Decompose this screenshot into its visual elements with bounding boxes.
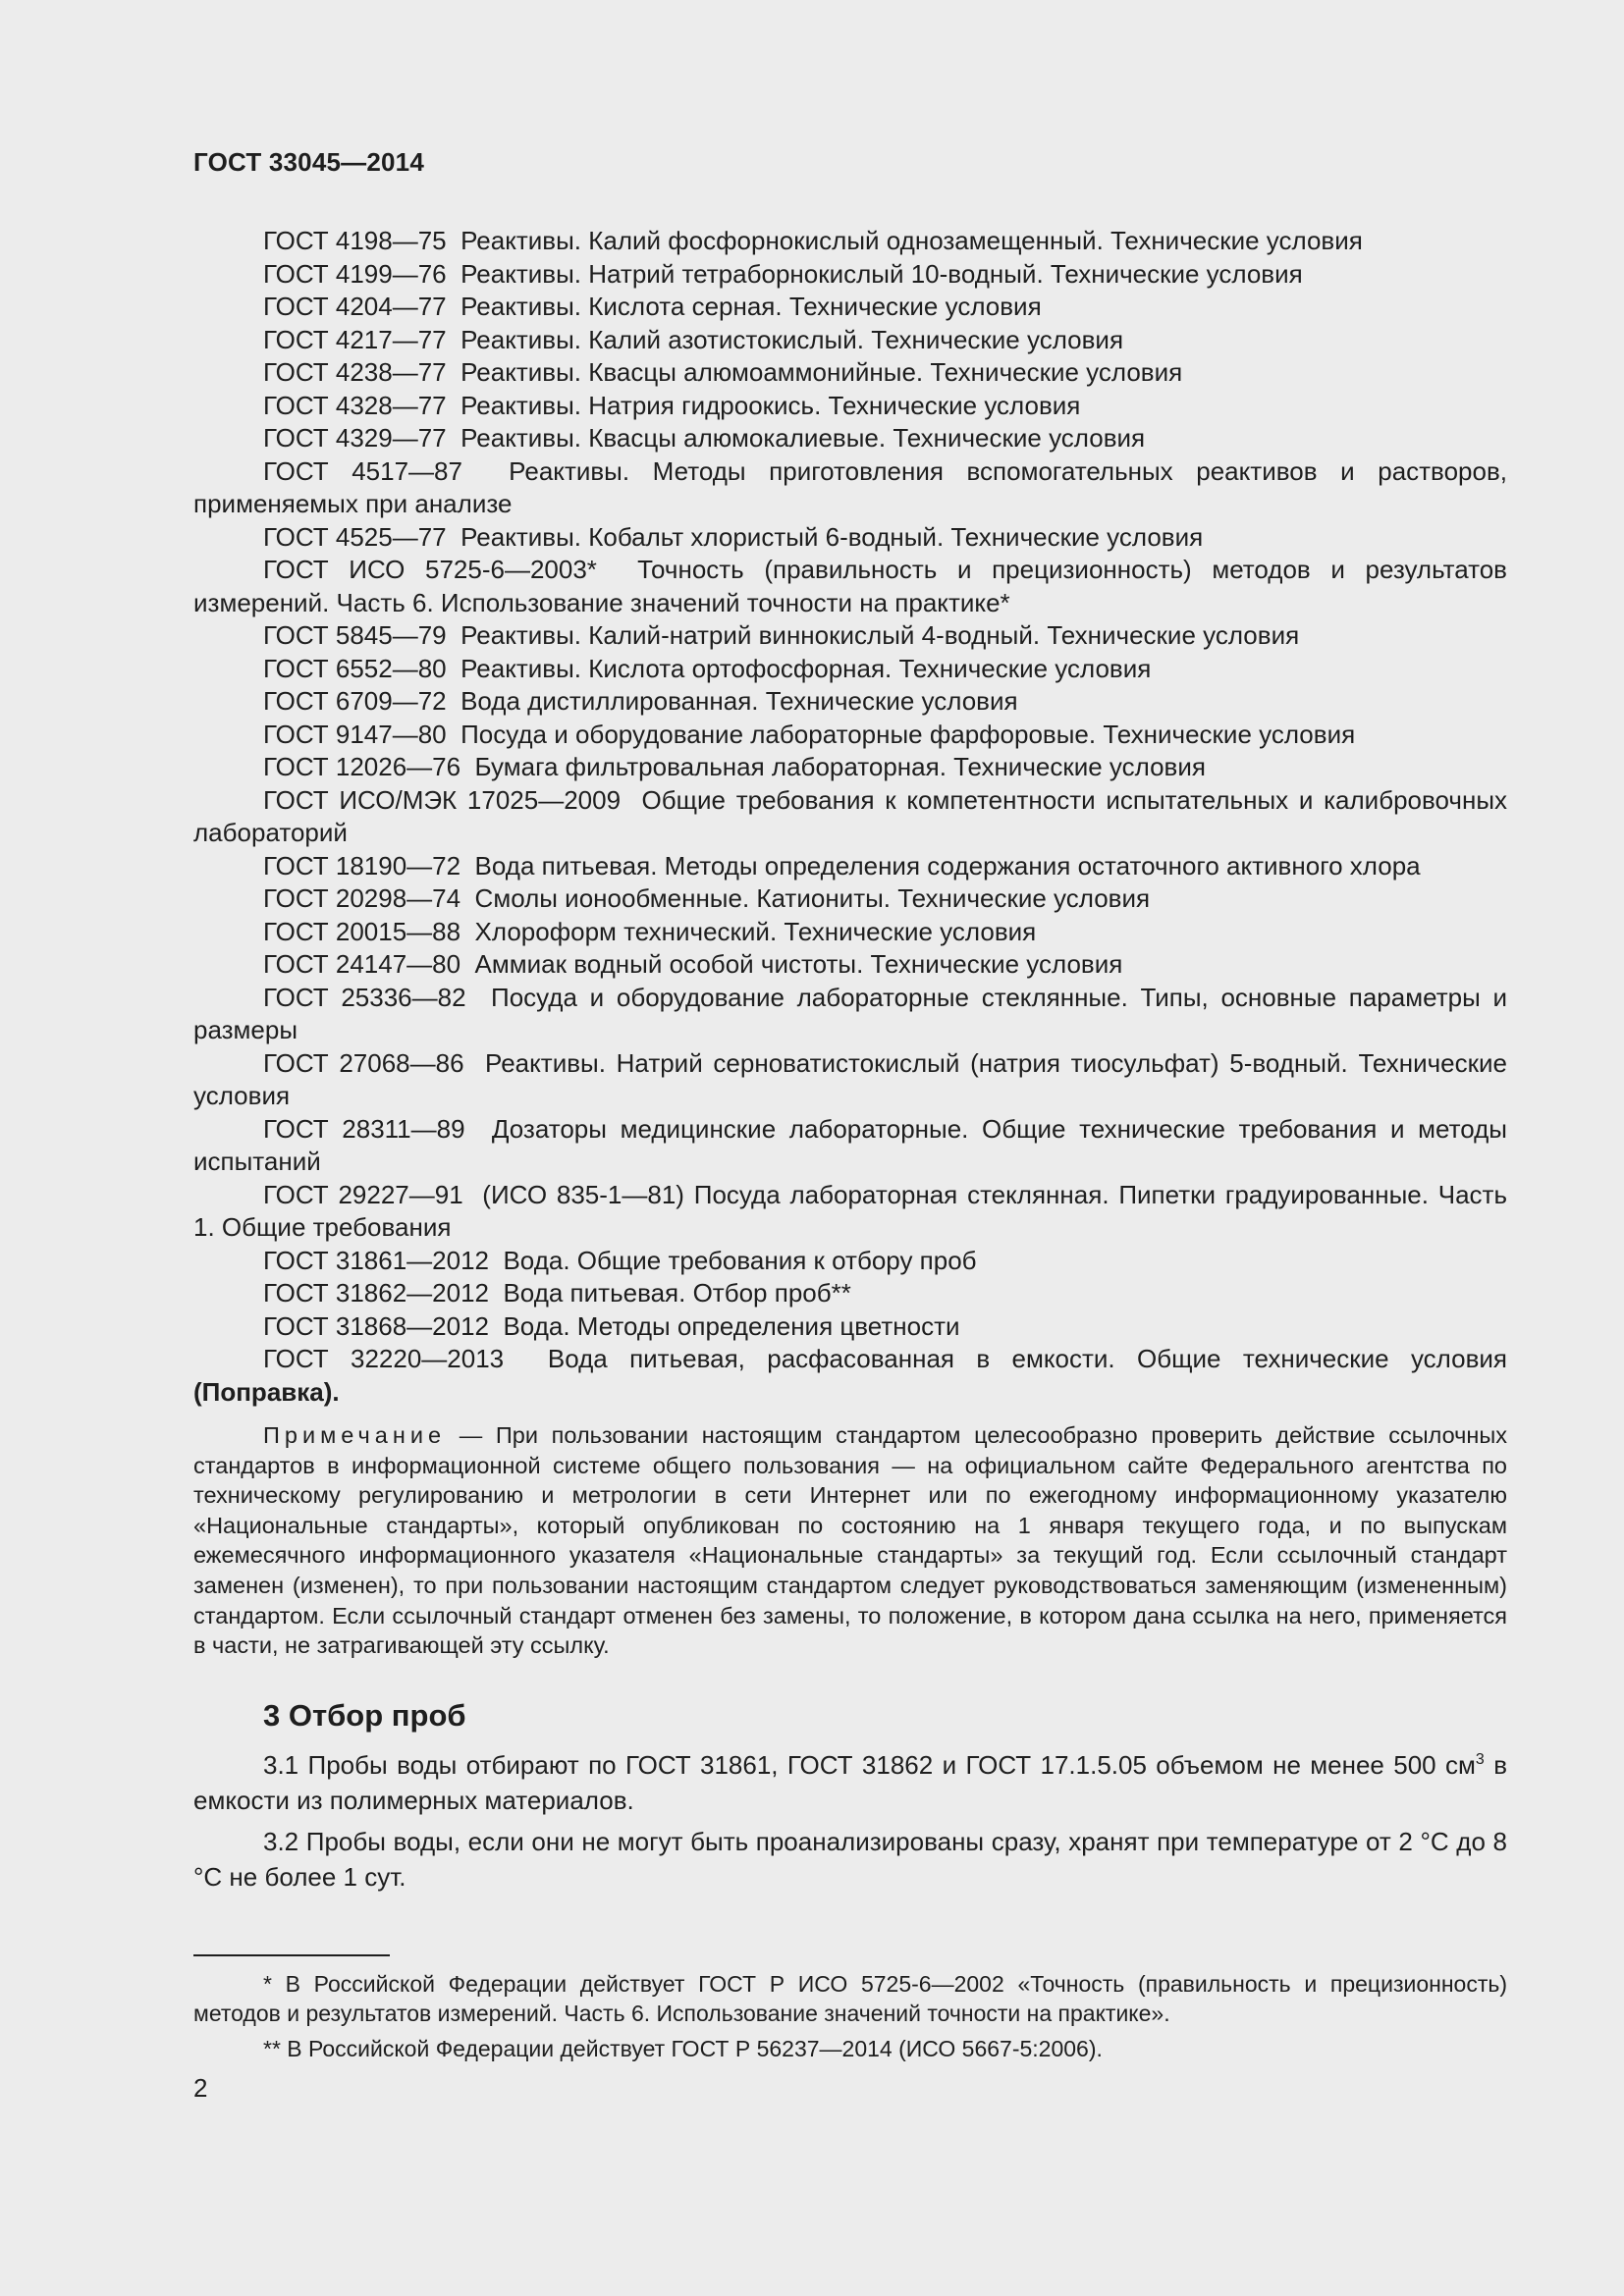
reference-title: Вода. Методы определения цветности — [503, 1310, 960, 1341]
page-number: 2 — [193, 2073, 208, 2103]
reference-title: Реактивы. Калий фосфорнокислый однозамещенный. Технические условия — [460, 226, 1363, 255]
reference-code: ГОСТ 31868—2012 — [263, 1310, 490, 1341]
reference-item — [193, 1310, 1507, 1344]
reference-code: ГОСТ 29227—91 — [263, 1179, 463, 1209]
note-label: Примечание — [263, 1422, 447, 1448]
page-header: ГОСТ 33045—2014 — [193, 147, 424, 177]
reference-title: Реактивы. Кобальт хлористый 6-водный. Технические условия — [460, 521, 1204, 552]
reference-title: Бумага фильтровальная лабораторная. Технические условия — [474, 752, 1206, 781]
reference-item — [193, 422, 1507, 455]
reference-title: Реактивы. Кислота серная. Технические условия — [460, 292, 1042, 321]
reference-code: ГОСТ 18190—72 — [263, 850, 461, 881]
reference-item — [193, 982, 1507, 1047]
reference-code: ГОСТ ИСО/МЭК 17025—2009 — [263, 784, 622, 815]
reference-title: Реактивы. Методы приготовления вспомогательных реактивов и растворов, применяемых при анализе — [193, 455, 1507, 518]
reference-title: Вода. Общие требования к отбору проб — [503, 1245, 977, 1275]
reference-item — [193, 455, 1507, 521]
reference-title: Реактивы. Кислота ортофосфорная. Технические условия — [460, 653, 1152, 683]
reference-item — [193, 653, 1507, 686]
reference-code: ГОСТ 20298—74 — [263, 883, 461, 913]
reference-code: ГОСТ 6552—80 — [263, 653, 447, 683]
reference-code: ГОСТ 6709—72 — [263, 686, 447, 716]
reference-amendment: (Поправка). — [193, 1376, 340, 1407]
note-text: — При пользовании настоящим стандартом целесообразно проверить действие ссылочных стандартов в информационной системе общего пользования — на официальном сайте Федерального агентства по техническому регулированию и метрологии в сети Интернет или по ежегодному информационному указателю «Национальные стандарты», который опубликован по состоянию на 1 января текущего года, и по выпускам ежемесячного информационного указателя «Национальные стандарты» за текущий год. Если ссылочный стандарт заменен (изменен), то при пользовании настоящим стандартом следует руководствоваться заменяющим (измененным) стандартом. Если ссылочный стандарт отменен без замены, то положение, в котором дана ссылка на него, применяется в части, не затрагивающей эту ссылку. — [193, 1422, 1507, 1659]
document-body — [193, 225, 1507, 1895]
footnote: ** В Российской Федерации действует ГОСТ Р 56237—2014 (ИСО 5667-5:2006). — [263, 2036, 1103, 2061]
reference-title: Реактивы. Натрия гидроокись. Технические условия — [460, 390, 1081, 420]
reference-code: ГОСТ ИСО 5725-6—2003* — [263, 555, 597, 584]
reference-code: ГОСТ 24147—80 — [263, 949, 461, 979]
paragraph-3-1 — [193, 1747, 1507, 1818]
reference-item — [193, 751, 1507, 784]
reference-item — [193, 1113, 1507, 1179]
reference-title: Вода дистиллированная. Технические условия — [460, 686, 1018, 716]
reference-title: Общие требования к компетентности испытательных и калибровочных лабораторий — [193, 784, 1508, 847]
reference-item — [193, 356, 1507, 390]
superscript: 3 — [1475, 1750, 1485, 1768]
reference-code: ГОСТ 9147—80 — [263, 719, 447, 749]
reference-title: Вода питьевая, расфасованная в емкости. Общие технические условия — [547, 1344, 1507, 1373]
reference-item — [193, 685, 1507, 719]
reference-item — [193, 719, 1507, 752]
reference-item — [193, 258, 1507, 292]
footnote-separator — [193, 1954, 390, 1956]
reference-title: Реактивы. Натрий серноватистокислый (натрия тиосульфат) 5-водный. Технические условия — [193, 1047, 1508, 1110]
reference-title: Хлороформ технический. Технические условия — [474, 916, 1037, 946]
reference-code: ГОСТ 5845—79 — [263, 620, 447, 650]
reference-title: Реактивы. Калий азотистокислый. Технические условия — [460, 324, 1124, 354]
reference-code: ГОСТ 4238—77 — [263, 357, 447, 387]
paragraph-3-2: 3.2 Пробы воды, если они не могут быть проанализированы сразу, хранят при температуре от 2 °С до 8 °С не более 1 сут. — [193, 1826, 1507, 1892]
reference-title: Аммиак водный особой чистоты. Технические условия — [474, 949, 1123, 979]
reference-title: Реактивы. Натрий тетраборнокислый 10-водный. Технические условия — [460, 258, 1303, 289]
reference-item — [193, 390, 1507, 423]
reference-title: Смолы ионообменные. Катиониты. Технические условия — [474, 883, 1151, 913]
section-title: 3 Отбор проб — [263, 1697, 466, 1733]
reference-code: ГОСТ 25336—82 — [263, 982, 466, 1012]
reference-title: Дозаторы медицинские лабораторные. Общие технические требования и методы испытаний — [193, 1113, 1507, 1176]
reference-title: (ИСО 835-1—81) Посуда лабораторная стеклянная. Пипетки градуированные. Часть 1. Общие требования — [193, 1179, 1507, 1242]
reference-item — [193, 1343, 1507, 1409]
reference-item — [193, 619, 1507, 653]
reference-code: ГОСТ 4217—77 — [263, 324, 447, 354]
reference-code: ГОСТ 31862—2012 — [263, 1278, 490, 1308]
reference-title: Реактивы. Квасцы алюмоаммонийные. Технические условия — [460, 357, 1183, 387]
reference-title: Посуда и оборудование лабораторные фарфоровые. Технические условия — [460, 719, 1356, 749]
footnotes — [193, 1969, 1507, 2069]
reference-code: ГОСТ 31861—2012 — [263, 1245, 490, 1275]
note-paragraph — [193, 1420, 1507, 1661]
footnote: * В Российской Федерации действует ГОСТ Р ИСО 5725-6—2002 «Точность (правильность и прецизионность) методов и результатов измерений. Часть 6. Использование значений точности на практике». — [193, 1971, 1507, 2026]
reference-code: ГОСТ 4198—75 — [263, 226, 447, 255]
reference-item — [193, 324, 1507, 357]
reference-code: ГОСТ 4199—76 — [263, 258, 447, 289]
reference-title: Вода питьевая. Методы определения содержания остаточного активного хлора — [474, 850, 1421, 881]
reference-title: Вода питьевая. Отбор проб** — [503, 1278, 851, 1308]
reference-code: ГОСТ 32220—2013 — [263, 1344, 505, 1373]
reference-item — [193, 1179, 1507, 1245]
reference-item — [193, 784, 1507, 850]
reference-code: ГОСТ 27068—86 — [263, 1047, 464, 1078]
reference-title: Точность (правильность и прецизионность) методов и результатов измерений. Часть 6. Использование значений точности на практике* — [193, 555, 1507, 617]
reference-title: Посуда и оборудование лабораторные стеклянные. Типы, основные параметры и размеры — [193, 982, 1507, 1044]
reference-item — [193, 1047, 1507, 1113]
reference-item — [193, 850, 1507, 883]
reference-item — [193, 554, 1507, 619]
references-list — [193, 225, 1507, 1409]
reference-code: ГОСТ 4525—77 — [263, 521, 447, 552]
reference-item — [193, 225, 1507, 258]
reference-item — [193, 882, 1507, 916]
reference-code: ГОСТ 28311—89 — [263, 1113, 465, 1144]
reference-item — [193, 1277, 1507, 1310]
reference-code: ГОСТ 4517—87 — [263, 455, 462, 486]
paragraph-3-1-text: 3.1 Пробы воды отбирают по ГОСТ 31861, ГОСТ 31862 и ГОСТ 17.1.5.05 объемом не менее 500 см — [263, 1749, 1476, 1780]
reference-code: ГОСТ 4329—77 — [263, 423, 447, 453]
reference-item — [193, 521, 1507, 555]
reference-code: ГОСТ 20015—88 — [263, 916, 461, 946]
paragraph-3-1-tail: в емкости из полимерных материалов. — [193, 1749, 1508, 1815]
reference-code: ГОСТ 4328—77 — [263, 390, 447, 420]
reference-code: ГОСТ 4204—77 — [263, 292, 447, 321]
reference-item — [193, 948, 1507, 982]
reference-code: ГОСТ 12026—76 — [263, 752, 461, 781]
reference-title: Реактивы. Квасцы алюмокалиевые. Технические условия — [460, 423, 1146, 453]
reference-item — [193, 916, 1507, 949]
reference-title: Реактивы. Калий-натрий виннокислый 4-водный. Технические условия — [460, 620, 1300, 650]
reference-item — [193, 1245, 1507, 1278]
reference-item — [193, 291, 1507, 324]
